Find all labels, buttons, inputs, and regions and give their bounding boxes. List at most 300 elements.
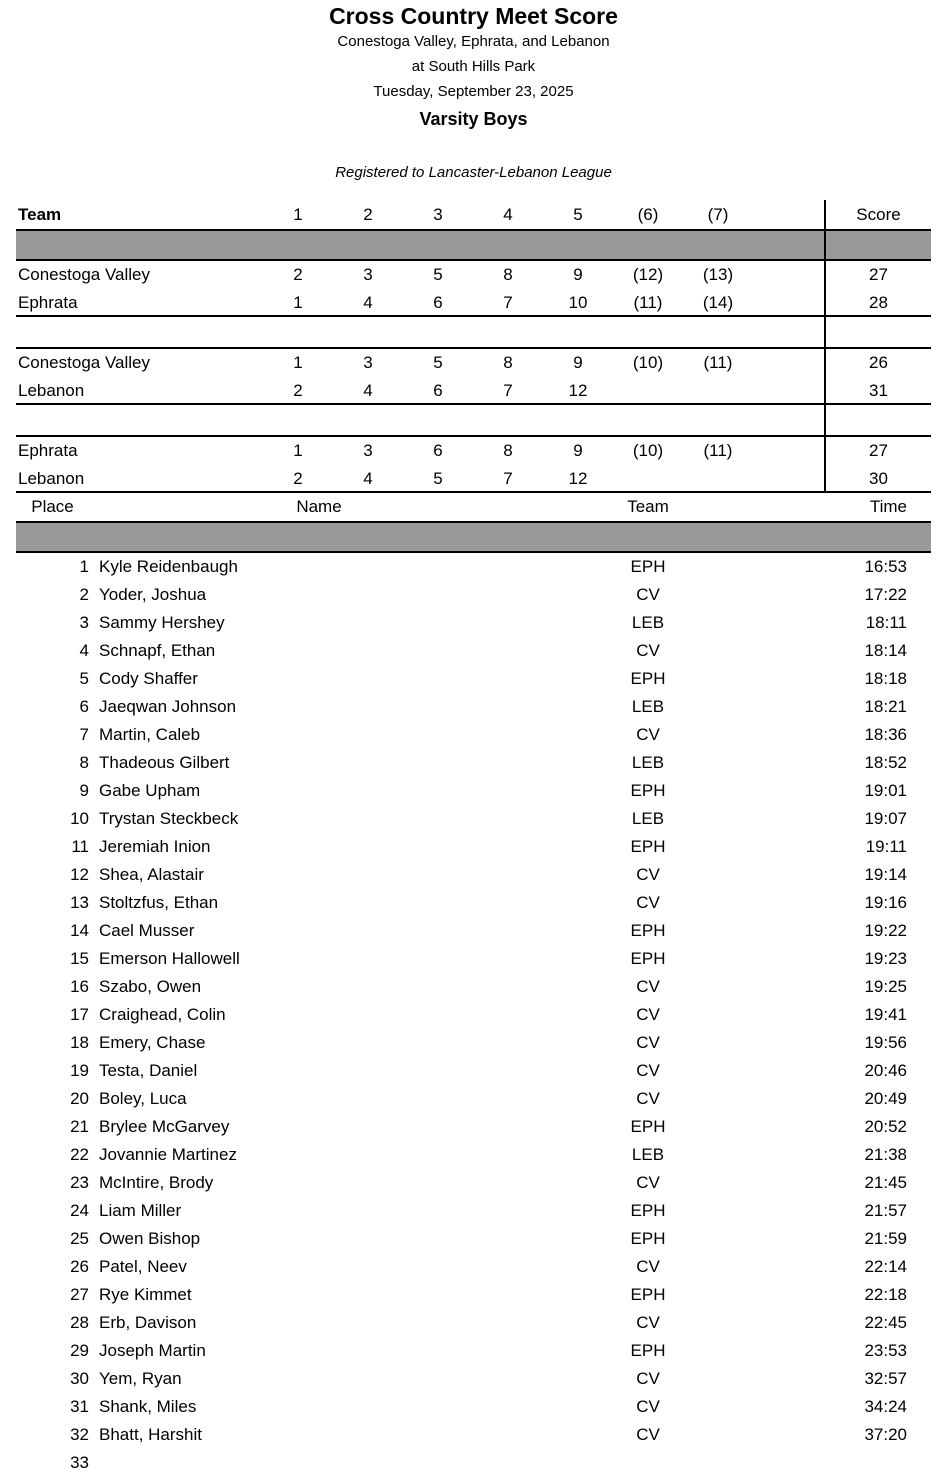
team-score-row — [16, 377, 931, 405]
team-score-cell: 28 — [824, 289, 931, 315]
column-gap — [89, 917, 99, 945]
result-row — [16, 945, 931, 973]
team-name-cell: Lebanon — [18, 381, 85, 400]
place-value-cell — [683, 465, 753, 491]
result-place-cell: 18 — [70, 1033, 89, 1052]
column-gap — [89, 749, 99, 777]
row-spacer — [753, 437, 824, 465]
column-gap — [89, 1197, 99, 1225]
result-team-cell: CV — [636, 641, 660, 660]
result-place-cell: 3 — [79, 613, 89, 632]
result-row — [16, 1365, 931, 1393]
result-name-cell: Trystan Steckbeck — [99, 809, 239, 828]
column-gap — [89, 1169, 99, 1197]
result-time-cell: 21:59 — [864, 1229, 907, 1248]
place-value-cell: 3 — [363, 353, 373, 372]
result-time-cell: 19:23 — [864, 949, 907, 968]
result-team-cell: LEB — [631, 809, 665, 828]
place-value-cell — [613, 465, 683, 491]
place-value-cell: 12 — [568, 469, 588, 488]
place-value-cell: (14) — [702, 293, 734, 312]
place-column-header: 4 — [503, 205, 513, 224]
result-time-cell: 32:57 — [864, 1369, 907, 1388]
result-name-cell: Brylee McGarvey — [99, 1117, 230, 1136]
result-name-cell: Emerson Hallowell — [99, 949, 240, 968]
column-gap — [89, 665, 99, 693]
result-row — [16, 861, 931, 889]
result-team-cell: EPH — [630, 1201, 666, 1220]
row-spacer — [753, 349, 824, 377]
report-header — [0, 0, 947, 183]
result-row — [16, 917, 931, 945]
gap-score-fill — [824, 405, 931, 435]
place-value-cell: 6 — [433, 441, 443, 460]
column-gap — [89, 889, 99, 917]
result-team-cell: CV — [636, 585, 660, 604]
column-gap — [89, 1309, 99, 1337]
separator-band-score-fill — [824, 231, 931, 259]
result-team-cell: CV — [636, 1173, 660, 1192]
time-column-header: Time — [869, 497, 907, 516]
team-name-cell: Conestoga Valley — [18, 265, 150, 284]
result-time-cell: 19:56 — [864, 1033, 907, 1052]
result-team-cell: CV — [636, 1397, 660, 1416]
column-gap — [89, 805, 99, 833]
place-value-cell: 6 — [433, 293, 443, 312]
result-name-cell: Testa, Daniel — [99, 1061, 198, 1080]
result-row — [16, 1113, 931, 1141]
place-value-cell: 5 — [433, 265, 443, 284]
place-value-cell — [613, 377, 683, 403]
team-name-cell: Lebanon — [18, 469, 85, 488]
place-value-cell: (13) — [702, 265, 734, 284]
result-name-cell: Owen Bishop — [99, 1229, 201, 1248]
result-team-cell: EPH — [630, 781, 666, 800]
team-score-row — [16, 465, 931, 493]
column-gap — [89, 1085, 99, 1113]
result-team-cell: EPH — [630, 949, 666, 968]
result-name-cell: Rye Kimmet — [99, 1285, 192, 1304]
result-place-cell: 33 — [70, 1453, 89, 1472]
result-row — [16, 1029, 931, 1057]
place-value-cell: 3 — [363, 441, 373, 460]
result-time-cell: 21:38 — [864, 1145, 907, 1164]
result-row — [16, 1309, 931, 1337]
result-time-cell: 18:52 — [864, 753, 907, 772]
column-gap — [89, 493, 99, 521]
result-team-cell: EPH — [630, 1341, 666, 1360]
result-name-cell: McIntire, Brody — [99, 1173, 214, 1192]
result-time-cell: 17:22 — [864, 585, 907, 604]
place-column-header: (7) — [707, 205, 729, 224]
result-team-cell: CV — [636, 1369, 660, 1388]
result-team-cell: CV — [636, 1257, 660, 1276]
result-time-cell: 19:25 — [864, 977, 907, 996]
result-time-cell: 20:46 — [864, 1061, 907, 1080]
row-spacer — [753, 465, 824, 491]
column-gap — [89, 1001, 99, 1029]
result-team-cell: EPH — [630, 557, 666, 576]
result-place-cell: 30 — [70, 1369, 89, 1388]
result-name-cell: Kyle Reidenbaugh — [99, 557, 238, 576]
result-team-cell: EPH — [630, 837, 666, 856]
place-value-cell: 12 — [568, 381, 588, 400]
result-row — [16, 721, 931, 749]
column-gap — [89, 1029, 99, 1057]
place-value-cell: 4 — [363, 293, 373, 312]
result-place-cell: 16 — [70, 977, 89, 996]
registration-note: Registered to Lancaster-Lebanon League — [335, 164, 612, 181]
place-column-header: 5 — [573, 205, 583, 224]
result-row — [16, 833, 931, 861]
result-name-cell: Emery, Chase — [99, 1033, 206, 1052]
result-place-cell: 32 — [70, 1425, 89, 1444]
result-name-cell: Stoltzfus, Ethan — [99, 893, 219, 912]
result-name-cell: Patel, Neev — [99, 1257, 187, 1276]
result-row — [16, 1225, 931, 1253]
result-time-cell: 18:11 — [865, 613, 907, 632]
result-place-cell: 29 — [70, 1341, 89, 1360]
result-place-cell: 9 — [79, 781, 89, 800]
result-team-cell: CV — [636, 1089, 660, 1108]
result-row — [16, 1141, 931, 1169]
result-row — [16, 1085, 931, 1113]
result-row — [16, 665, 931, 693]
column-gap — [89, 1337, 99, 1365]
column-gap — [89, 973, 99, 1001]
place-column-header: (6) — [637, 205, 659, 224]
result-team-cell: EPH — [630, 1229, 666, 1248]
place-value-cell: 4 — [363, 381, 373, 400]
result-time-cell: 20:52 — [864, 1117, 907, 1136]
matchup-gap-row — [16, 405, 931, 437]
result-name-cell: Thadeous Gilbert — [99, 753, 230, 772]
result-name-cell: Gabe Upham — [99, 781, 201, 800]
result-place-cell: 4 — [79, 641, 89, 660]
result-team-cell: EPH — [630, 669, 666, 688]
place-value-cell: 8 — [503, 265, 513, 284]
column-gap — [89, 1393, 99, 1421]
result-row — [16, 777, 931, 805]
place-value-cell: 6 — [433, 381, 443, 400]
result-team-cell: CV — [636, 1005, 660, 1024]
result-place-cell: 14 — [70, 921, 89, 940]
row-spacer — [753, 289, 824, 315]
result-place-cell: 21 — [70, 1117, 89, 1136]
team-name-cell: Ephrata — [18, 293, 78, 312]
results-header-row — [16, 493, 931, 523]
place-column-header: 1 — [293, 205, 303, 224]
result-row — [16, 1449, 931, 1477]
column-gap — [89, 1225, 99, 1253]
place-value-cell: (10) — [632, 353, 664, 372]
team-score-row — [16, 289, 931, 317]
team-score-row — [16, 437, 931, 465]
result-place-cell: 15 — [70, 949, 89, 968]
result-place-cell: 11 — [71, 837, 89, 856]
team-table-header-row — [16, 200, 931, 229]
result-time-cell: 19:07 — [864, 809, 907, 828]
result-place-cell: 5 — [79, 669, 89, 688]
result-row — [16, 1337, 931, 1365]
result-place-cell: 10 — [70, 809, 89, 828]
team-score-cell: 30 — [824, 465, 931, 491]
place-value-cell: 7 — [503, 293, 513, 312]
result-row — [16, 581, 931, 609]
result-place-cell: 23 — [70, 1173, 89, 1192]
place-value-cell: (11) — [703, 353, 733, 372]
meet-teams-line: Conestoga Valley, Ephrata, and Lebanon — [337, 33, 610, 50]
result-name-cell: Craighead, Colin — [99, 1005, 226, 1024]
result-place-cell: 31 — [70, 1397, 89, 1416]
result-row — [16, 1197, 931, 1225]
result-place-cell: 28 — [70, 1313, 89, 1332]
result-team-cell: EPH — [630, 1285, 666, 1304]
result-name-cell: Boley, Luca — [99, 1089, 187, 1108]
separator-band — [16, 229, 931, 261]
result-row — [16, 1169, 931, 1197]
result-row — [16, 805, 931, 833]
column-gap — [89, 1281, 99, 1309]
place-value-cell: 9 — [573, 265, 583, 284]
meet-date-line: Tuesday, September 23, 2025 — [373, 83, 574, 100]
result-place-cell: 8 — [79, 753, 89, 772]
place-value-cell: 2 — [293, 469, 303, 488]
place-column-header: Place — [31, 497, 74, 516]
place-column-header: 2 — [363, 205, 373, 224]
result-time-cell: 19:01 — [864, 781, 907, 800]
result-time-cell: 34:24 — [864, 1397, 907, 1416]
result-time-cell: 18:18 — [864, 669, 907, 688]
result-name-cell: Sammy Hershey — [99, 613, 225, 632]
result-name-cell: Yem, Ryan — [99, 1369, 182, 1388]
result-team-cell: CV — [636, 865, 660, 884]
result-name-cell — [99, 1449, 539, 1477]
gap-score-fill — [824, 317, 931, 347]
result-time-cell: 22:18 — [864, 1285, 907, 1304]
header-spacer — [753, 200, 824, 229]
result-place-cell: 6 — [79, 697, 89, 716]
meet-location-line: at South Hills Park — [411, 58, 536, 75]
team-score-cell: 26 — [824, 349, 931, 377]
score-column-header: Score — [824, 200, 931, 229]
place-value-cell: 2 — [293, 381, 303, 400]
result-name-cell: Jaeqwan Johnson — [99, 697, 237, 716]
result-team-cell — [539, 1449, 757, 1477]
result-team-cell: LEB — [631, 697, 665, 716]
result-name-cell: Liam Miller — [99, 1201, 182, 1220]
result-row — [16, 609, 931, 637]
result-team-cell: CV — [636, 1313, 660, 1332]
result-place-cell: 17 — [70, 1005, 89, 1024]
place-value-cell: (11) — [703, 441, 733, 460]
result-name-cell: Cody Shaffer — [99, 669, 198, 688]
result-row — [16, 1057, 931, 1085]
place-column-header: 3 — [433, 205, 443, 224]
result-row — [16, 973, 931, 1001]
place-value-cell: 4 — [363, 469, 373, 488]
column-gap — [89, 553, 99, 581]
column-gap — [89, 1421, 99, 1449]
result-time-cell: 19:22 — [864, 921, 907, 940]
result-row — [16, 553, 931, 581]
result-place-cell: 13 — [70, 893, 89, 912]
row-spacer — [753, 261, 824, 289]
place-value-cell: 1 — [293, 441, 303, 460]
team-name-cell: Conestoga Valley — [18, 353, 150, 372]
column-gap — [89, 1365, 99, 1393]
result-time-cell: 20:49 — [864, 1089, 907, 1108]
result-time-cell: 18:36 — [864, 725, 907, 744]
place-value-cell: 7 — [503, 381, 513, 400]
team-score-cell: 27 — [824, 437, 931, 465]
result-place-cell: 2 — [79, 585, 89, 604]
result-name-cell: Schnapf, Ethan — [99, 641, 216, 660]
results-separator-band — [16, 523, 931, 553]
result-time-cell: 37:20 — [864, 1425, 907, 1444]
team-score-row — [16, 261, 931, 289]
place-value-cell: 2 — [293, 265, 303, 284]
place-value-cell: 5 — [433, 469, 443, 488]
result-name-cell: Joseph Martin — [99, 1341, 206, 1360]
result-name-cell: Cael Musser — [99, 921, 195, 940]
result-time-cell: 19:11 — [865, 837, 907, 856]
result-row — [16, 693, 931, 721]
result-name-cell: Jeremiah Inion — [99, 837, 211, 856]
place-value-cell: 1 — [293, 353, 303, 372]
column-gap — [89, 1113, 99, 1141]
column-gap — [89, 1141, 99, 1169]
team-name-cell: Ephrata — [18, 441, 78, 460]
result-place-cell: 27 — [70, 1285, 89, 1304]
result-team-cell: EPH — [630, 921, 666, 940]
result-place-cell: 20 — [70, 1089, 89, 1108]
team-column-header: Team — [18, 205, 62, 224]
division-title: Varsity Boys — [419, 109, 528, 129]
result-time-cell — [757, 1449, 931, 1477]
result-place-cell: 12 — [70, 865, 89, 884]
result-time-cell: 21:57 — [864, 1201, 907, 1220]
column-gap — [89, 1057, 99, 1085]
place-value-cell: 5 — [433, 353, 443, 372]
result-row — [16, 1393, 931, 1421]
place-value-cell: (10) — [632, 441, 664, 460]
result-team-cell: CV — [636, 893, 660, 912]
result-name-cell: Szabo, Owen — [99, 977, 202, 996]
place-value-cell: (12) — [632, 265, 664, 284]
result-row — [16, 1253, 931, 1281]
result-name-cell: Jovannie Martinez — [99, 1145, 237, 1164]
result-team-cell: EPH — [630, 1117, 666, 1136]
column-gap — [89, 581, 99, 609]
team-score-cell: 27 — [824, 261, 931, 289]
result-time-cell: 22:14 — [864, 1257, 907, 1276]
place-value-cell: 7 — [503, 469, 513, 488]
result-team-cell: CV — [636, 1425, 660, 1444]
result-place-cell: 22 — [70, 1145, 89, 1164]
column-gap — [89, 833, 99, 861]
result-name-cell: Bhatt, Harshit — [99, 1425, 202, 1444]
result-row — [16, 1001, 931, 1029]
column-gap — [89, 693, 99, 721]
team-column-header: Team — [627, 497, 669, 516]
result-time-cell: 18:14 — [864, 641, 907, 660]
result-team-cell: CV — [636, 1061, 660, 1080]
result-time-cell: 19:16 — [864, 893, 907, 912]
column-gap — [89, 1253, 99, 1281]
gap-fill — [16, 405, 824, 435]
row-spacer — [753, 377, 824, 403]
place-value-cell — [683, 377, 753, 403]
result-team-cell: LEB — [631, 1145, 665, 1164]
matchup-gap-row — [16, 317, 931, 349]
place-value-cell: 9 — [573, 353, 583, 372]
column-gap — [89, 1449, 99, 1477]
team-score-cell: 31 — [824, 377, 931, 403]
column-gap — [89, 777, 99, 805]
place-value-cell: 8 — [503, 441, 513, 460]
page-title: Cross Country Meet Score — [329, 3, 618, 29]
result-name-cell: Martin, Caleb — [99, 725, 201, 744]
result-place-cell: 7 — [79, 725, 89, 744]
place-value-cell: (11) — [633, 293, 663, 312]
column-gap — [89, 609, 99, 637]
team-score-row — [16, 349, 931, 377]
place-value-cell: 1 — [293, 293, 303, 312]
result-name-cell: Shank, Miles — [99, 1397, 197, 1416]
column-gap — [89, 861, 99, 889]
result-time-cell: 23:53 — [864, 1341, 907, 1360]
result-place-cell: 1 — [79, 557, 89, 576]
place-value-cell: 9 — [573, 441, 583, 460]
result-name-cell: Erb, Davison — [99, 1313, 197, 1332]
result-team-cell: CV — [636, 977, 660, 996]
result-place-cell: 24 — [70, 1201, 89, 1220]
name-column-header: Name — [296, 497, 342, 516]
result-time-cell: 18:21 — [864, 697, 907, 716]
result-row — [16, 889, 931, 917]
result-place-cell: 25 — [70, 1229, 89, 1248]
result-place-cell: 26 — [70, 1257, 89, 1276]
result-time-cell: 21:45 — [864, 1173, 907, 1192]
place-value-cell: 3 — [363, 265, 373, 284]
result-time-cell: 19:14 — [864, 865, 907, 884]
result-team-cell: CV — [636, 725, 660, 744]
result-row — [16, 637, 931, 665]
result-team-cell: LEB — [631, 753, 665, 772]
result-row — [16, 1421, 931, 1449]
column-gap — [89, 721, 99, 749]
separator-band-fill — [16, 231, 824, 259]
result-name-cell: Yoder, Joshua — [99, 585, 207, 604]
column-gap — [89, 945, 99, 973]
column-gap — [89, 637, 99, 665]
result-time-cell: 16:53 — [864, 557, 907, 576]
result-team-cell: LEB — [631, 613, 665, 632]
individual-results-table — [16, 493, 931, 1477]
result-team-cell: CV — [636, 1033, 660, 1052]
place-value-cell: 8 — [503, 353, 513, 372]
result-time-cell: 22:45 — [864, 1313, 907, 1332]
result-name-cell: Shea, Alastair — [99, 865, 204, 884]
result-place-cell: 19 — [70, 1061, 89, 1080]
result-row — [16, 749, 931, 777]
result-time-cell: 19:41 — [864, 1005, 907, 1024]
place-value-cell: 10 — [568, 293, 588, 312]
gap-fill — [16, 317, 824, 347]
result-row — [16, 1281, 931, 1309]
team-score-table — [16, 200, 931, 493]
